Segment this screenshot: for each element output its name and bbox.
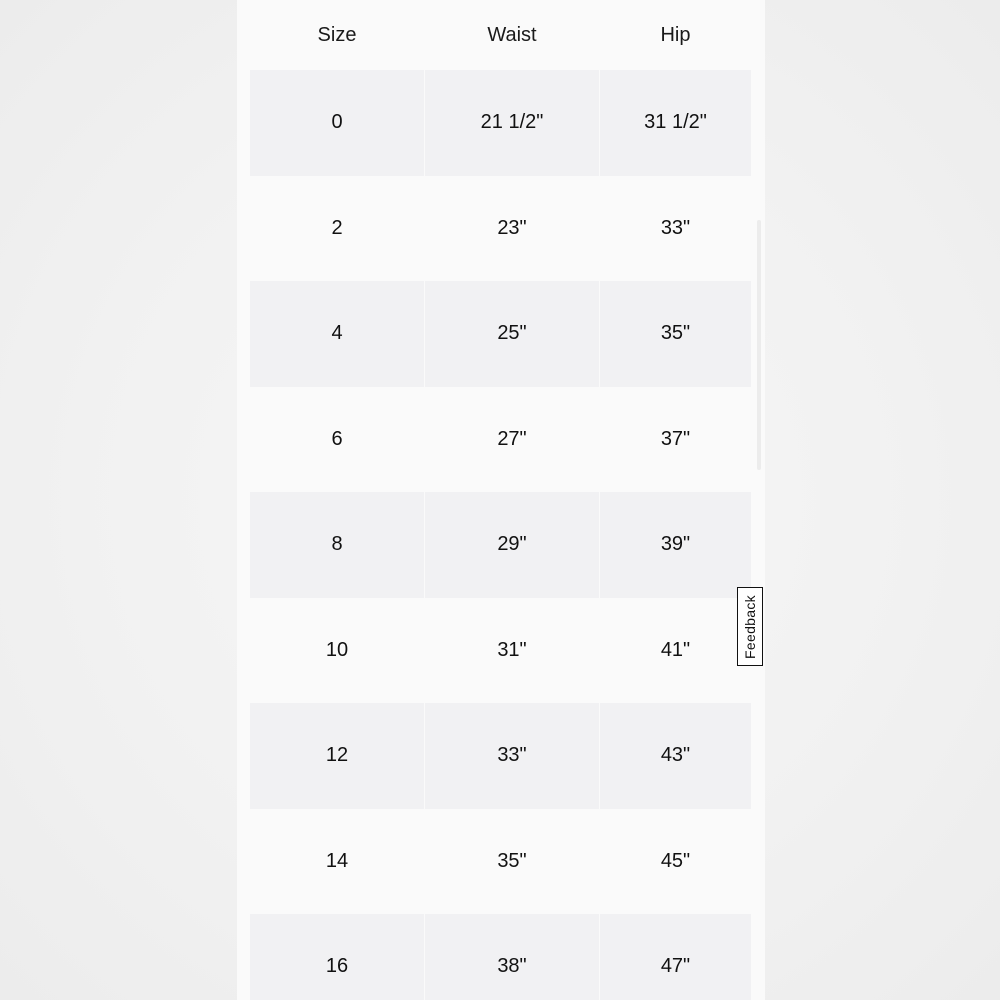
size-cell: 2 — [331, 216, 343, 239]
table-row — [250, 70, 751, 176]
waist-cell: 35" — [497, 849, 527, 872]
table-row — [250, 914, 751, 1000]
size-chart-panel — [237, 0, 765, 1000]
hip-cell: 35" — [600, 281, 751, 387]
waist-cell: 29" — [425, 492, 599, 598]
waist-cell: 31" — [497, 638, 527, 661]
size-cell: 16 — [250, 914, 424, 1000]
table-row — [250, 598, 751, 704]
hip-cell: 33" — [660, 216, 691, 239]
feedback-tab-button[interactable] — [737, 587, 763, 666]
hip-cell: 41" — [660, 638, 691, 661]
size-cell: 4 — [250, 281, 424, 387]
table-row — [250, 492, 751, 598]
header-size: Size — [317, 23, 357, 46]
hip-cell: 47" — [600, 914, 751, 1000]
header-hip: Hip — [660, 23, 691, 46]
scrollbar[interactable] — [757, 220, 761, 470]
waist-cell: 33" — [425, 703, 599, 809]
waist-cell: 23" — [497, 216, 527, 239]
size-cell: 12 — [250, 703, 424, 809]
size-cell: 6 — [331, 427, 343, 450]
hip-cell: 31 1/2" — [600, 70, 751, 176]
feedback-label: Feedback — [742, 594, 759, 659]
hip-cell: 37" — [660, 427, 691, 450]
table-row — [250, 703, 751, 809]
table-row — [250, 387, 751, 493]
hip-cell: 43" — [600, 703, 751, 809]
size-cell: 10 — [325, 638, 349, 661]
waist-cell: 25" — [425, 281, 599, 387]
size-cell: 14 — [325, 849, 349, 872]
waist-cell: 21 1/2" — [425, 70, 599, 176]
table-row — [250, 809, 751, 915]
header-waist: Waist — [487, 23, 537, 46]
hip-cell: 45" — [660, 849, 691, 872]
size-table-body — [250, 70, 751, 1000]
hip-cell: 39" — [600, 492, 751, 598]
size-cell: 0 — [250, 70, 424, 176]
waist-cell: 27" — [497, 427, 527, 450]
waist-cell: 38" — [425, 914, 599, 1000]
table-row — [250, 176, 751, 282]
table-row — [250, 281, 751, 387]
size-cell: 8 — [250, 492, 424, 598]
size-table-header — [250, 0, 751, 70]
